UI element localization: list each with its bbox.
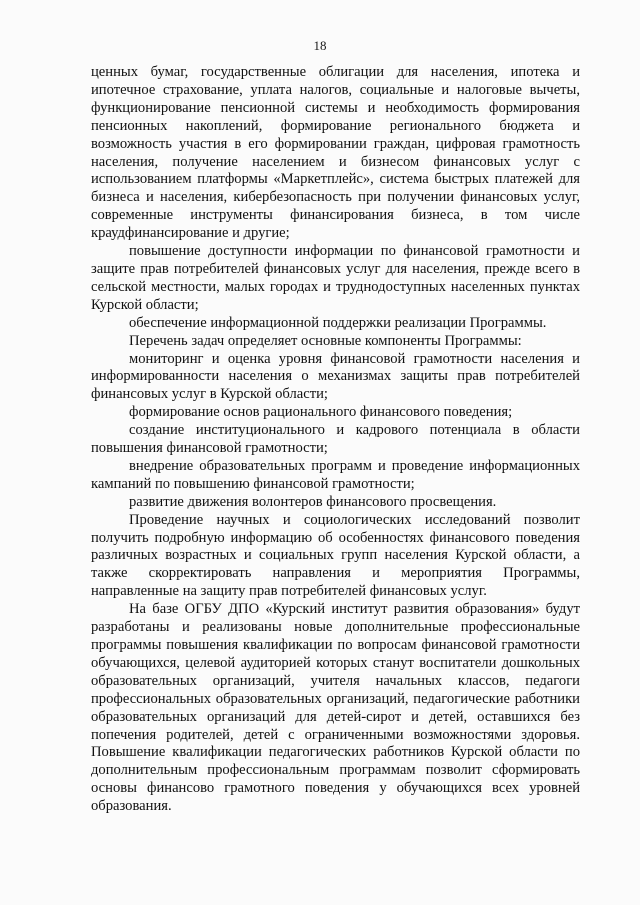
- paragraph: создание институционального и кадрового потенциала в области повышения финансовой грамотности;: [91, 422, 580, 457]
- paragraph: внедрение образовательных программ и проведение информационных кампаний по повышению финансовой грамотности;: [91, 457, 580, 492]
- paragraph: На базе ОГБУ ДПО «Курский институт развития образования» будут разработаны и реализованы новые дополнительные профессиональные программы повышения квалификации по вопросам финансовой грамотности обучающихся, целевой аудиторией которых станут воспитатели дошкольных образовательных организаций, учителя начальных классов, педагоги профессиональных образовательных организаций, педагогические работники образовательных организаций для детей-сирот и детей, оставшихся без попечения родителей, детей с ограниченными возможностями здоровья. Повышение квалификации педагогических работников Курской области по дополнительным профессиональным программам позволит сформировать основы финансово грамотного поведения у обучающихся всех уровней образования.: [91, 601, 580, 815]
- paragraph: Проведение научных и социологических исследований позволит получить подробную информацию об особенностях финансового поведения различных возрастных и социальных групп населения Курской области, а также скорректировать направления и мероприятия Программы, направленные на защиту прав потребителей финансовых услуг.: [91, 511, 580, 600]
- paragraph: мониторинг и оценка уровня финансовой грамотности населения и информированности населения о механизмах защиты прав потребителей финансовых услуг в Курской области;: [91, 350, 580, 403]
- paragraph: формирование основ рационального финансового поведения;: [129, 404, 513, 421]
- paragraph: Перечень задач определяет основные компоненты Программы:: [129, 332, 522, 349]
- paragraph: обеспечение информационной поддержки реализации Программы.: [129, 314, 547, 331]
- document-body: [91, 64, 580, 816]
- paragraph: повышение доступности информации по финансовой грамотности и защите прав потребителей финансовых услуг для населения, прежде всего в сельской местности, малых городах и труднодоступных населенных пунктах Курской области;: [91, 243, 580, 313]
- page-number: 18: [313, 38, 327, 53]
- paragraph: развитие движения волонтеров финансового просвещения.: [129, 493, 497, 510]
- paragraph-continuation: ценных бумаг, государственные облигации для населения, ипотека и ипотечное страхование, уплата налогов, социальные и налоговые вычеты, функционирование пенсионной системы и необходимость формирования пенсионных накоплений, формирование регионального бюджета и возможность участия в его формировании граждан, цифровая грамотность населения, получение населением и бизнесом финансовых услуг с использованием платформы «Маркетплейс», система быстрых платежей для бизнеса и населения, кибербезопасность при получении финансовых услуг, современные инструменты финансирования бизнеса, в том числе краудфинансирование и другие;: [91, 64, 580, 242]
